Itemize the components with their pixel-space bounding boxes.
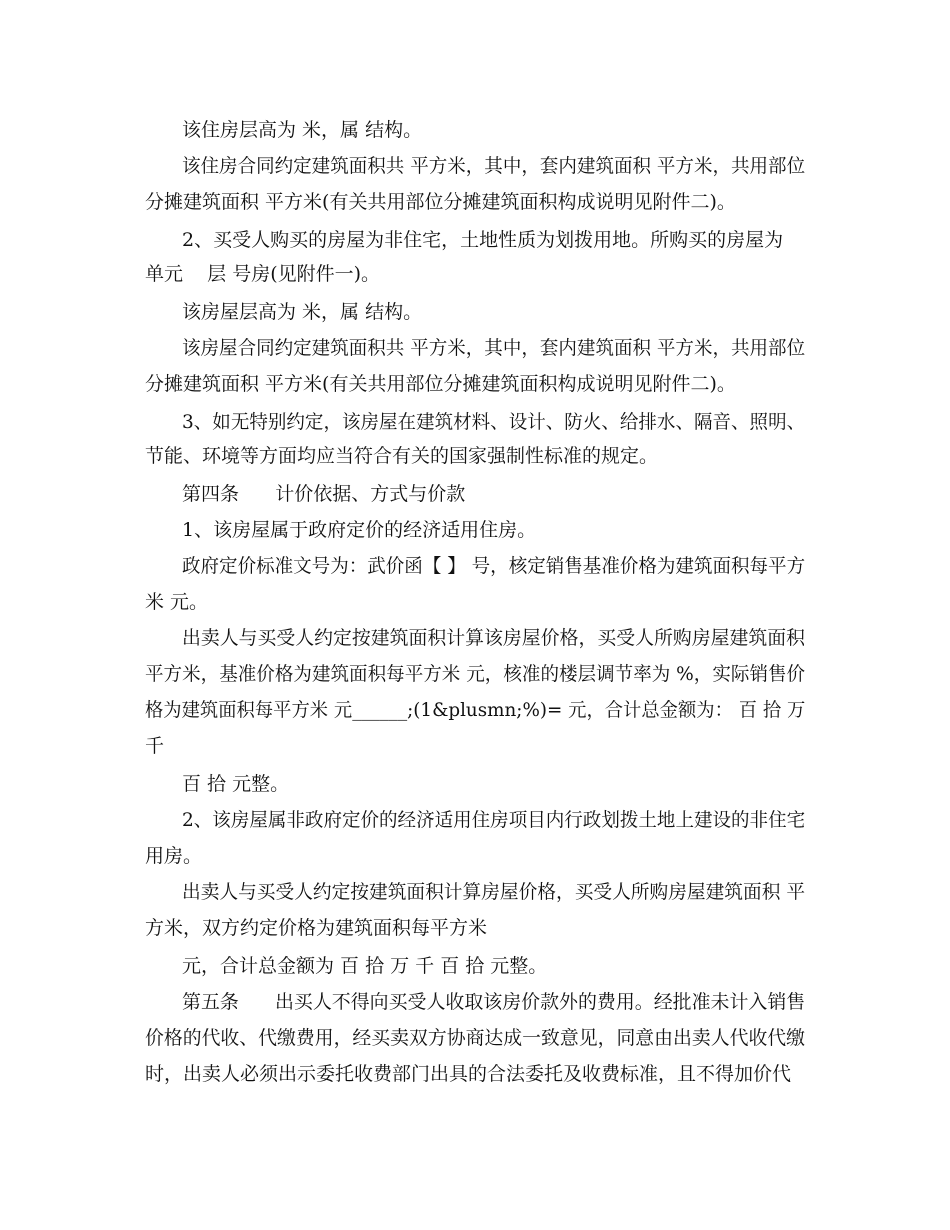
- text-line: 出卖人与买受人约定按建筑面积计算房屋价格，买受人所购房屋建筑面积 平: [182, 881, 806, 903]
- section-heading: 第五条 出买人不得向买受人收取该房价款外的费用。经批准未计入销售: [182, 991, 806, 1013]
- text-line: 元，合计总金额为 百 拾 万 千 百 拾 元整。: [182, 955, 548, 977]
- text-line: 3、如无特别约定，该房屋在建筑材料、设计、防火、给排水、隔音、照明、: [182, 411, 806, 433]
- text-line: 2、该房屋属非政府定价的经济适用住房项目内行政划拨土地上建设的非住宅: [182, 809, 806, 831]
- section-heading: 第四条 计价依据、方式与价款: [182, 483, 466, 505]
- text-line: 千: [145, 735, 165, 757]
- text-line: 格为建筑面积每平方米 元______;(1&plusmn;%)= 元，合计总金额为： 百 拾 万: [145, 699, 806, 721]
- text-line: 百 拾 元整。: [182, 773, 290, 795]
- text-line: 该住房层高为 米，属 结构。: [182, 119, 423, 141]
- text-line: 1、该房屋属于政府定价的经济适用住房。: [182, 519, 537, 541]
- text-line: 出卖人与买受人约定按建筑面积计算该房屋价格，买受人所购房屋建筑面积: [182, 627, 806, 649]
- text-line: 用房。: [145, 845, 203, 867]
- text-line: 方米，双方约定价格为建筑面积每平方米: [145, 917, 488, 939]
- text-line: 该房屋合同约定建筑面积共 平方米，其中，套内建筑面积 平方米，共用部位: [182, 337, 806, 359]
- text-line: 节能、环境等方面均应当符合有关的国家强制性标准的规定。: [145, 445, 659, 467]
- text-line: 分摊建筑面积 平方米(有关共用部位分摊建筑面积构成说明见附件二)。: [145, 373, 736, 395]
- text-line: 单元 层 号房(见附件一)。: [145, 263, 381, 285]
- text-line: 2、买受人购买的房屋为非住宅，土地性质为划拨用地。所购买的房屋为: [182, 229, 784, 251]
- text-line: 米 元。: [145, 591, 209, 613]
- text-line: 该住房合同约定建筑面积共 平方米，其中，套内建筑面积 平方米，共用部位: [182, 155, 806, 177]
- text-line: 政府定价标准文号为：武价函【 】 号，核定销售基准价格为建筑面积每平方: [182, 555, 806, 577]
- text-line: 时，出卖人必须出示委托收费部门出具的合法委托及收费标准，且不得加价代: [145, 1063, 792, 1085]
- text-line: 平方米，基准价格为建筑面积每平方米 元，核准的楼层调节率为 %，实际销售价: [145, 663, 806, 685]
- text-line: 分摊建筑面积 平方米(有关共用部位分摊建筑面积构成说明见附件二)。: [145, 191, 736, 213]
- text-line: 价格的代收、代缴费用，经买卖双方协商达成一致意见，同意由出卖人代收代缴: [145, 1027, 806, 1049]
- text-line: 该房屋层高为 米，属 结构。: [182, 301, 423, 323]
